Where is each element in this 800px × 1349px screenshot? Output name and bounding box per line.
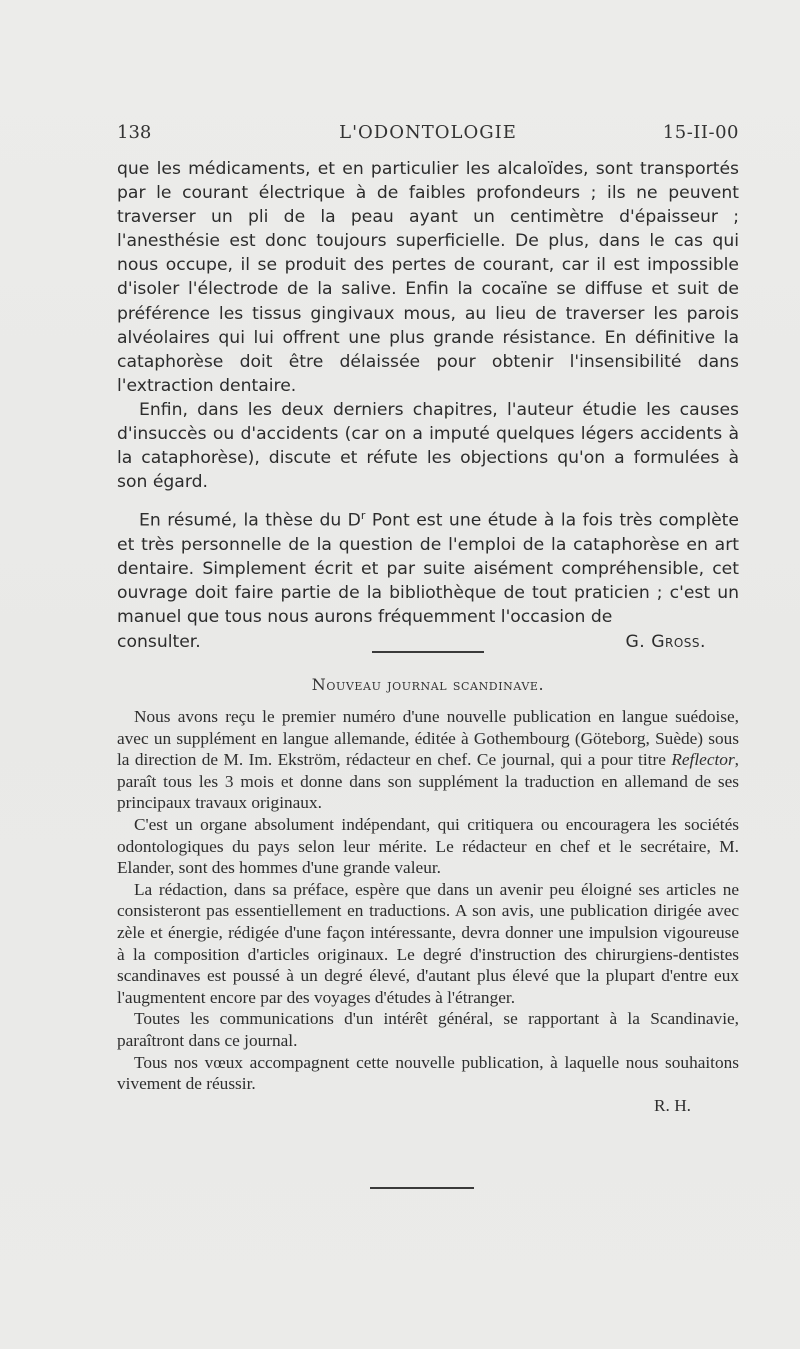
page-number: 138	[117, 122, 152, 143]
review-paragraph: Enfin, dans les deux derniers chapitres, l'auteur étudie les causes d'insuccès ou d'accidents (car on a imputé quelques légers accidents à la cataphorèse), discute et réfute les objections qu'on a formulées à son égard.	[117, 399, 739, 493]
journal-title: L'ODONTOLOGIE	[339, 122, 517, 143]
article-paragraph: Nous avons reçu le premier numéro d'une nouvelle publication en langue suédoise, avec un supplément en langue allemande, éditée à Gothembourg (Göteborg, Suède) sous la direction de M. Im. Ekström, rédacteur en chef. Ce journal, qui a pour titre Reflector, paraît tous les 3 mois et donne dans son supplément la traduction en allemand de ses principaux travaux originaux.	[117, 707, 739, 813]
article-paragraph: C'est un organe absolument indépendant, qui critiquera ou encouragera les sociétés odontologiques du pays selon leur mérite. Le rédacteur en chef et le secrétaire, M. Elander, sont des hommes d'une grande valeur.	[117, 814, 739, 878]
review-paragraph: que les médicaments, et en particulier les alcaloïdes, sont transportés par le courant électrique à de faibles profondeurs ; ils ne peuvent traverser un pli de la peau ayant un centimètre d'épaisseur ; l'anesthésie est donc toujours superficielle. De plus, dans le cas qui nous occupe, il se produit des pertes de courant, car il est impossible d'isoler l'électrode de la salive. Enfin la cocaïne se diffuse et suit de préférence les tissus gingivaux mous, au lieu de traverser les parois alvéolaires qui lui offrent une plus grande résistance. En définitive la cataphorèse doit être délaissée pour obtenir l'insensibilité dans l'extraction dentaire.	[117, 159, 739, 396]
article-closing-line	[117, 1095, 739, 1117]
review-signature: G. Gross.	[625, 631, 706, 652]
article-body	[117, 706, 739, 1116]
article-paragraph: Toutes les communications d'un intérêt général, se rapportant à la Scandinavie, paraîtront dans ce journal.	[117, 1009, 739, 1050]
review-body	[117, 157, 739, 654]
article-paragraph: Tous nos vœux accompagnent cette nouvelle publication, à laquelle nous souhaitons vivement de réussir.	[117, 1052, 739, 1094]
section-divider	[372, 651, 484, 653]
section-heading: Nouveau journal scandinave.	[311, 675, 545, 694]
review-closing-line	[117, 630, 739, 654]
end-divider	[370, 1187, 474, 1189]
article-signature: R. H.	[654, 1095, 691, 1115]
running-header	[117, 122, 739, 148]
review-paragraph: En résumé, la thèse du $D^r$ Pont est une étude à la fois très complète et très personnelle de la question de l'emploi de la cataphorèse en art dentaire. Simplement écrit et par suite aisément compréhensible, cet ouvrage doit faire partie de la bibliothèque de tout praticien ; c'est un manuel que tous nous aurons fréquemment l'occasion de	[117, 509, 739, 628]
review-last-word: consulter.	[117, 631, 201, 652]
issue-date: 15-II-00	[662, 122, 739, 143]
journal-name-italic: Reflector	[671, 750, 735, 770]
article-paragraph: La rédaction, dans sa préface, espère que dans un avenir peu éloigné ses articles ne consisteront pas essentiellement en traductions. A son avis, une publication dirigée avec zèle et énergie, rédigée d'une façon intéressante, devra donner une impulsion vigoureuse à la composition d'articles originaux. Le degré d'instruction des chirurgiens-dentistes scandinaves est poussé à un degré élevé, d'autant plus élevé que la plupart d'entre eux l'augmentent encore par des voyages d'études à l'étranger.	[117, 879, 739, 1007]
